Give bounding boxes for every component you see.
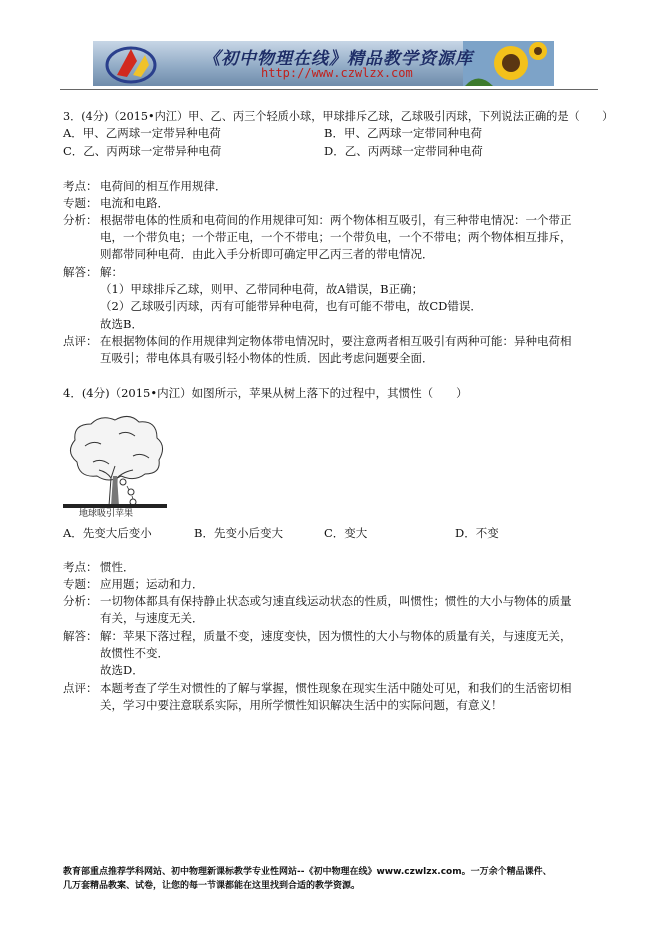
q3-dianping-line2: 互吸引；带电体具有吸引轻小物体的性质．因此考虑问题要全面． (100, 351, 434, 365)
q3-option-c: C．乙、丙两球一定带异种电荷 (63, 144, 222, 158)
q4-dianping-line1: 本题考查了学生对惯性的了解与掌握，惯性现象在现实生活中随处可见，和我们的生活密切相 (100, 681, 572, 695)
q4-jieda-line3: 故选D． (100, 663, 144, 677)
q3-zhuanti: 电流和电路． (100, 196, 169, 210)
q3-option-d: D．乙、丙两球一定带同种电荷 (324, 144, 483, 158)
q4-stem: 4．(4分)（2015•内江）如图所示，苹果从树上落下的过程中，其惯性（ ） (63, 386, 468, 400)
q3-dianping-label: 点评： (63, 334, 98, 348)
footer-line1: 教育部重点推荐学科网站、初中物理新课标教学专业性网站--《初中物理在线》www.czwlzx.com。一万余个精品课件、 (63, 867, 552, 877)
q4-dianping-line2: 关，学习中要注意联系实际，用所学惯性知识解决生活中的实际问题，有意义！ (100, 698, 503, 712)
q3-jieda-line1: 解： (100, 265, 123, 279)
q4-option-d: D．不变 (455, 526, 499, 540)
q4-zhuanti-label: 专题： (63, 577, 98, 591)
q3-jieda-line3: （2）乙球吸引丙球，丙有可能带异种电荷，也有可能不带电，故CD错误． (100, 299, 482, 313)
sunflower-image (463, 41, 554, 86)
q4-jieda-line1: 解：苹果下落过程，质量不变，速度变快，因为惯性的大小与物体的质量有关，与速度无关， (100, 629, 572, 643)
q4-zhuanti: 应用题；运动和力． (100, 577, 204, 591)
q4-jieda-line2: 故惯性不变． (100, 646, 169, 660)
site-logo (107, 48, 155, 82)
q4-fenxi-label: 分析： (63, 594, 98, 608)
q4-option-b: B．先变小后变大 (194, 526, 283, 540)
q3-stem: 3．(4分)（2015•内江）甲、乙、丙三个轻质小球，甲球排斥乙球，乙球吸引丙球，下列说法正确的是（ ） (63, 110, 614, 123)
q4-option-a: A．先变大后变小 (63, 526, 152, 540)
q4-option-c: C．变大 (324, 526, 368, 540)
header-banner (93, 41, 554, 86)
q3-jieda-line2: （1）甲球排斥乙球，则甲、乙带同种电荷，故A错误，B正确； (100, 282, 424, 296)
q4-jieda-label: 解答： (63, 629, 98, 643)
q3-jieda-line4: 故选B． (100, 317, 143, 331)
figure-caption: 地球吸引苹果 (79, 509, 134, 519)
q4-kaodian: 惯性． (100, 560, 135, 574)
q4-fenxi-line1: 一切物体都具有保持静止状态或匀速直线运动状态的性质，叫惯性；惯性的大小与物体的质量 (100, 594, 572, 608)
q3-option-a: A．甲、乙两球一定带异种电荷 (63, 126, 221, 140)
q3-kaodian: 电荷间的相互作用规律． (100, 179, 227, 193)
q4-fenxi-line2: 有关，与速度无关． (100, 611, 204, 625)
apple-tree-drawing (63, 412, 167, 508)
q3-fenxi-line2: 电，一个带负电；一个带正电，一个不带电；一个带负电，一个不带电；两个物体相互排斥， (100, 230, 572, 244)
q4-dianping-label: 点评： (63, 681, 98, 695)
banner-title: 《初中物理在线》精品教学资源库 (203, 49, 473, 69)
banner-url: http://www.czwlzx.com (261, 66, 413, 80)
q3-fenxi-line1: 根据带电体的性质和电荷间的作用规律可知：两个物体相互吸引，有三种带电情况：一个带正 (100, 213, 572, 227)
header-rule (60, 89, 598, 90)
footer-line2: 几万套精品教案、试卷，让您的每一节课都能在这里找到合适的教学资源。 (63, 881, 361, 891)
q3-jieda-label: 解答： (63, 265, 98, 279)
apple-tree-figure (63, 412, 167, 520)
q3-option-b: B．甲、乙两球一定带同种电荷 (324, 126, 482, 140)
q3-zhuanti-label: 专题： (63, 196, 98, 210)
q3-dianping-line1: 在根据物体间的作用规律判定物体带电情况时，要注意两者相互吸引有两种可能：异种电荷相 (100, 334, 572, 348)
q3-fenxi-line3: 则都带同种电荷．由此入手分析即可确定甲乙丙三者的带电情况． (100, 247, 434, 261)
q3-fenxi-label: 分析： (63, 213, 98, 227)
q4-kaodian-label: 考点： (63, 560, 98, 574)
q3-kaodian-label: 考点： (63, 179, 98, 193)
